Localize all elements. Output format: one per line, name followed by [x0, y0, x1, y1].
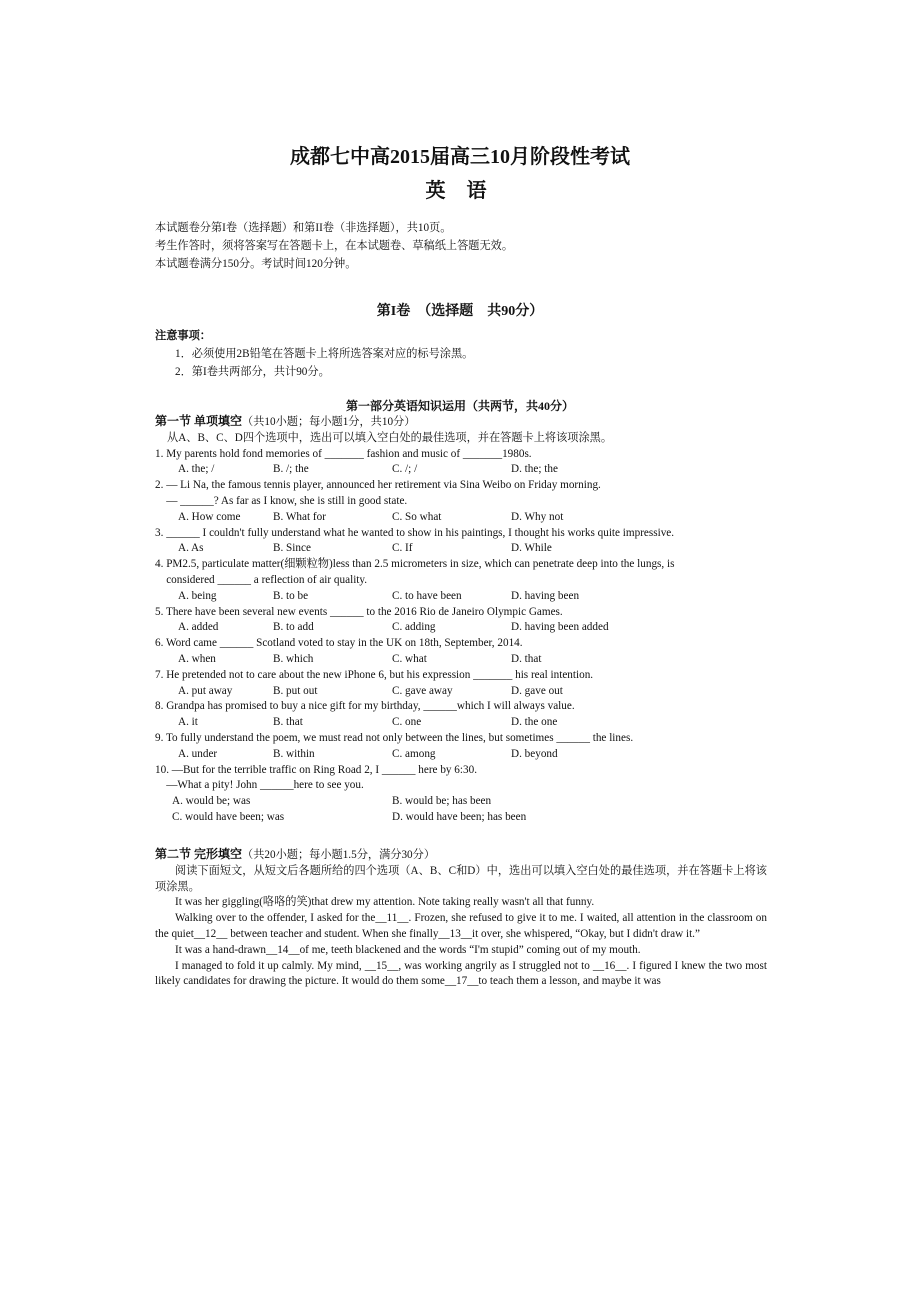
answer-option: D. that — [511, 652, 542, 665]
answer-option: B. to add — [273, 621, 314, 634]
question-3 — [155, 526, 767, 558]
volume-heading: 第I卷 （选择题 共90分） — [376, 304, 544, 319]
section-title: 第二节 完形填空 — [155, 847, 243, 861]
answer-option: C. If — [392, 542, 413, 555]
section-detail: （共20小题；每小题1.5分，满分30分） — [242, 849, 436, 861]
answer-option: D. the; the — [511, 463, 558, 476]
answer-option: B. that — [273, 716, 303, 729]
section-instruction: 从A、B、C、D四个选项中，选出可以填入空白处的最佳选项，并在答题卡上将该项涂黑。 — [167, 431, 613, 444]
passage-paragraph: It was a hand-drawn__14__of me, teeth blackened and the words “I'm stupid” coming out of my mouth. — [175, 943, 641, 956]
question-stem: 6. Word came ______ Scotland voted to stay in the UK on 18th, September, 2014. — [155, 637, 523, 650]
section1 — [155, 414, 767, 826]
question-stem: —What a pity! John ______here to see you. — [155, 779, 364, 792]
question-stem: 5. There have been several new events ______ to the 2016 Rio de Janeiro Olympic Games. — [155, 605, 563, 618]
answer-option: D. gave out — [511, 684, 563, 697]
answer-option: D. Why not — [511, 510, 564, 523]
notice-title: 注意事项： — [155, 330, 211, 342]
answer-option: C. one — [392, 716, 422, 729]
question-7 — [155, 668, 767, 700]
answer-option: C. /; / — [392, 463, 418, 476]
question-stem: considered ______ a reflection of air quality. — [155, 573, 368, 586]
answer-option: B. within — [273, 747, 315, 760]
question-9 — [155, 731, 767, 763]
answer-option: B. which — [273, 652, 314, 665]
answer-option: C. adding — [392, 621, 436, 634]
answer-option: C. among — [392, 747, 436, 760]
answer-option: A. As — [178, 542, 204, 555]
question-list — [155, 447, 767, 826]
section-title: 第一节 单项填空 — [155, 414, 243, 428]
question-stem: 2. — Li Na, the famous tennis player, announced her retirement via Sina Weibo on Friday morning. — [155, 479, 601, 492]
question-stem: 3. ______ I couldn't fully understand what he wanted to show in his paintings, I thought his works quite impressive. — [155, 526, 675, 539]
answer-option: B. Since — [273, 542, 311, 555]
answer-option: C. So what — [392, 510, 442, 523]
answer-option: A. under — [178, 747, 218, 760]
passage-paragraph: It was her giggling(咯咯的笑)that drew my attention. Note taking really wasn't all that funny. — [175, 896, 595, 909]
section-instruction: 阅读下面短文，从短文后各题所给的四个选项（A、B、C和D）中，选出可以填入空白处的最佳选项，并在答题卡上将该项涂黑。 — [155, 864, 767, 893]
passage-paragraph: I managed to fold it up calmly. My mind, __15__, was working angrily as I struggled not to __16__. I figured I knew the two most likely candidates for drawing the picture. It would do them some__17__to teach them a lesson, and maybe it was — [155, 959, 767, 988]
answer-option: B. to be — [273, 589, 309, 602]
answer-option: A. put away — [178, 684, 233, 697]
answer-option: A. added — [178, 621, 219, 634]
section-detail: （共10小题；每小题1分，共10分） — [242, 416, 416, 428]
answer-option: D. having been — [511, 589, 580, 602]
question-6 — [155, 636, 767, 668]
question-5 — [155, 605, 767, 637]
passage-paragraph: Walking over to the offender, I asked for the__11__. Frozen, she refused to give it to me. I waited, all attention in the classroom on the quiet__12__ between teacher and student. When she finally__13__it over, she whispered, “Okay, but I didn't draw it.” — [155, 912, 767, 940]
answer-option: D. the one — [511, 716, 558, 729]
question-stem: 1. My parents hold fond memories of _______ fashion and music of _______1980s. — [155, 447, 532, 460]
intro-line: 本试题卷满分150分。考试时间120分钟。 — [155, 258, 357, 270]
question-stem: 7. He pretended not to care about the new iPhone 6, but his expression _______ his real intention. — [155, 668, 594, 681]
notice-item: 1．必须使用2B铅笔在答题卡上将所选答案对应的标号涂黑。 — [175, 348, 474, 360]
answer-option: B. would be; has been — [392, 795, 492, 808]
question-1 — [155, 447, 767, 479]
question-2 — [155, 478, 767, 525]
answer-option: B. /; the — [273, 463, 309, 476]
answer-option: D. While — [511, 542, 552, 555]
answer-option: C. would have been; was — [172, 810, 285, 823]
answer-option: A. How come — [178, 510, 241, 523]
answer-option: A. being — [178, 589, 217, 602]
question-stem: 9. To fully understand the poem, we must read not only between the lines, but sometimes ______ the lines. — [155, 731, 634, 744]
notices — [155, 327, 767, 381]
question-stem: — ______? As far as I know, she is still in good state. — [155, 494, 408, 507]
intro-line: 本试题卷分第I卷（选择题）和第II卷（非选择题），共10页。 — [155, 222, 452, 234]
answer-option: A. it — [178, 716, 198, 729]
answer-option: D. would have been; has been — [392, 810, 527, 823]
question-10 — [155, 763, 767, 826]
question-4 — [155, 557, 767, 604]
intro-line: 考生作答时，须将答案写在答题卡上，在本试题卷、草稿纸上答题无效。 — [155, 240, 514, 252]
answer-option: B. put out — [273, 684, 318, 697]
section2 — [155, 847, 767, 990]
part-heading: 第一部分英语知识运用（共两节，共40分） — [345, 399, 574, 413]
question-stem: 8. Grandpa has promised to buy a nice gift for my birthday, ______which I will always value. — [155, 700, 575, 713]
question-stem: 4. PM2.5, particulate matter(细颗粒物)less than 2.5 micrometers in size, which can penetrate deep into the lungs, is — [155, 558, 675, 571]
answer-option: A. when — [178, 652, 216, 665]
answer-option: C. what — [392, 652, 427, 665]
exam-title: 成都七中高2015届高三10月阶段性考试 — [290, 146, 630, 168]
question-8 — [155, 699, 767, 731]
notice-item: 2．第I卷共两部分，共计90分。 — [175, 366, 330, 378]
answer-option: A. would be; was — [172, 795, 251, 808]
answer-option: C. gave away — [392, 684, 453, 697]
question-stem: 10. —But for the terrible traffic on Ring Road 2, I ______ here by 6:30. — [155, 763, 477, 776]
answer-option: D. having been added — [511, 621, 609, 634]
answer-option: D. beyond — [511, 747, 558, 760]
answer-option: A. the; / — [178, 463, 215, 476]
answer-option: B. What for — [273, 510, 326, 523]
subject-title: 英 语 — [425, 180, 495, 202]
answer-option: C. to have been — [392, 589, 462, 602]
intro — [155, 219, 767, 273]
